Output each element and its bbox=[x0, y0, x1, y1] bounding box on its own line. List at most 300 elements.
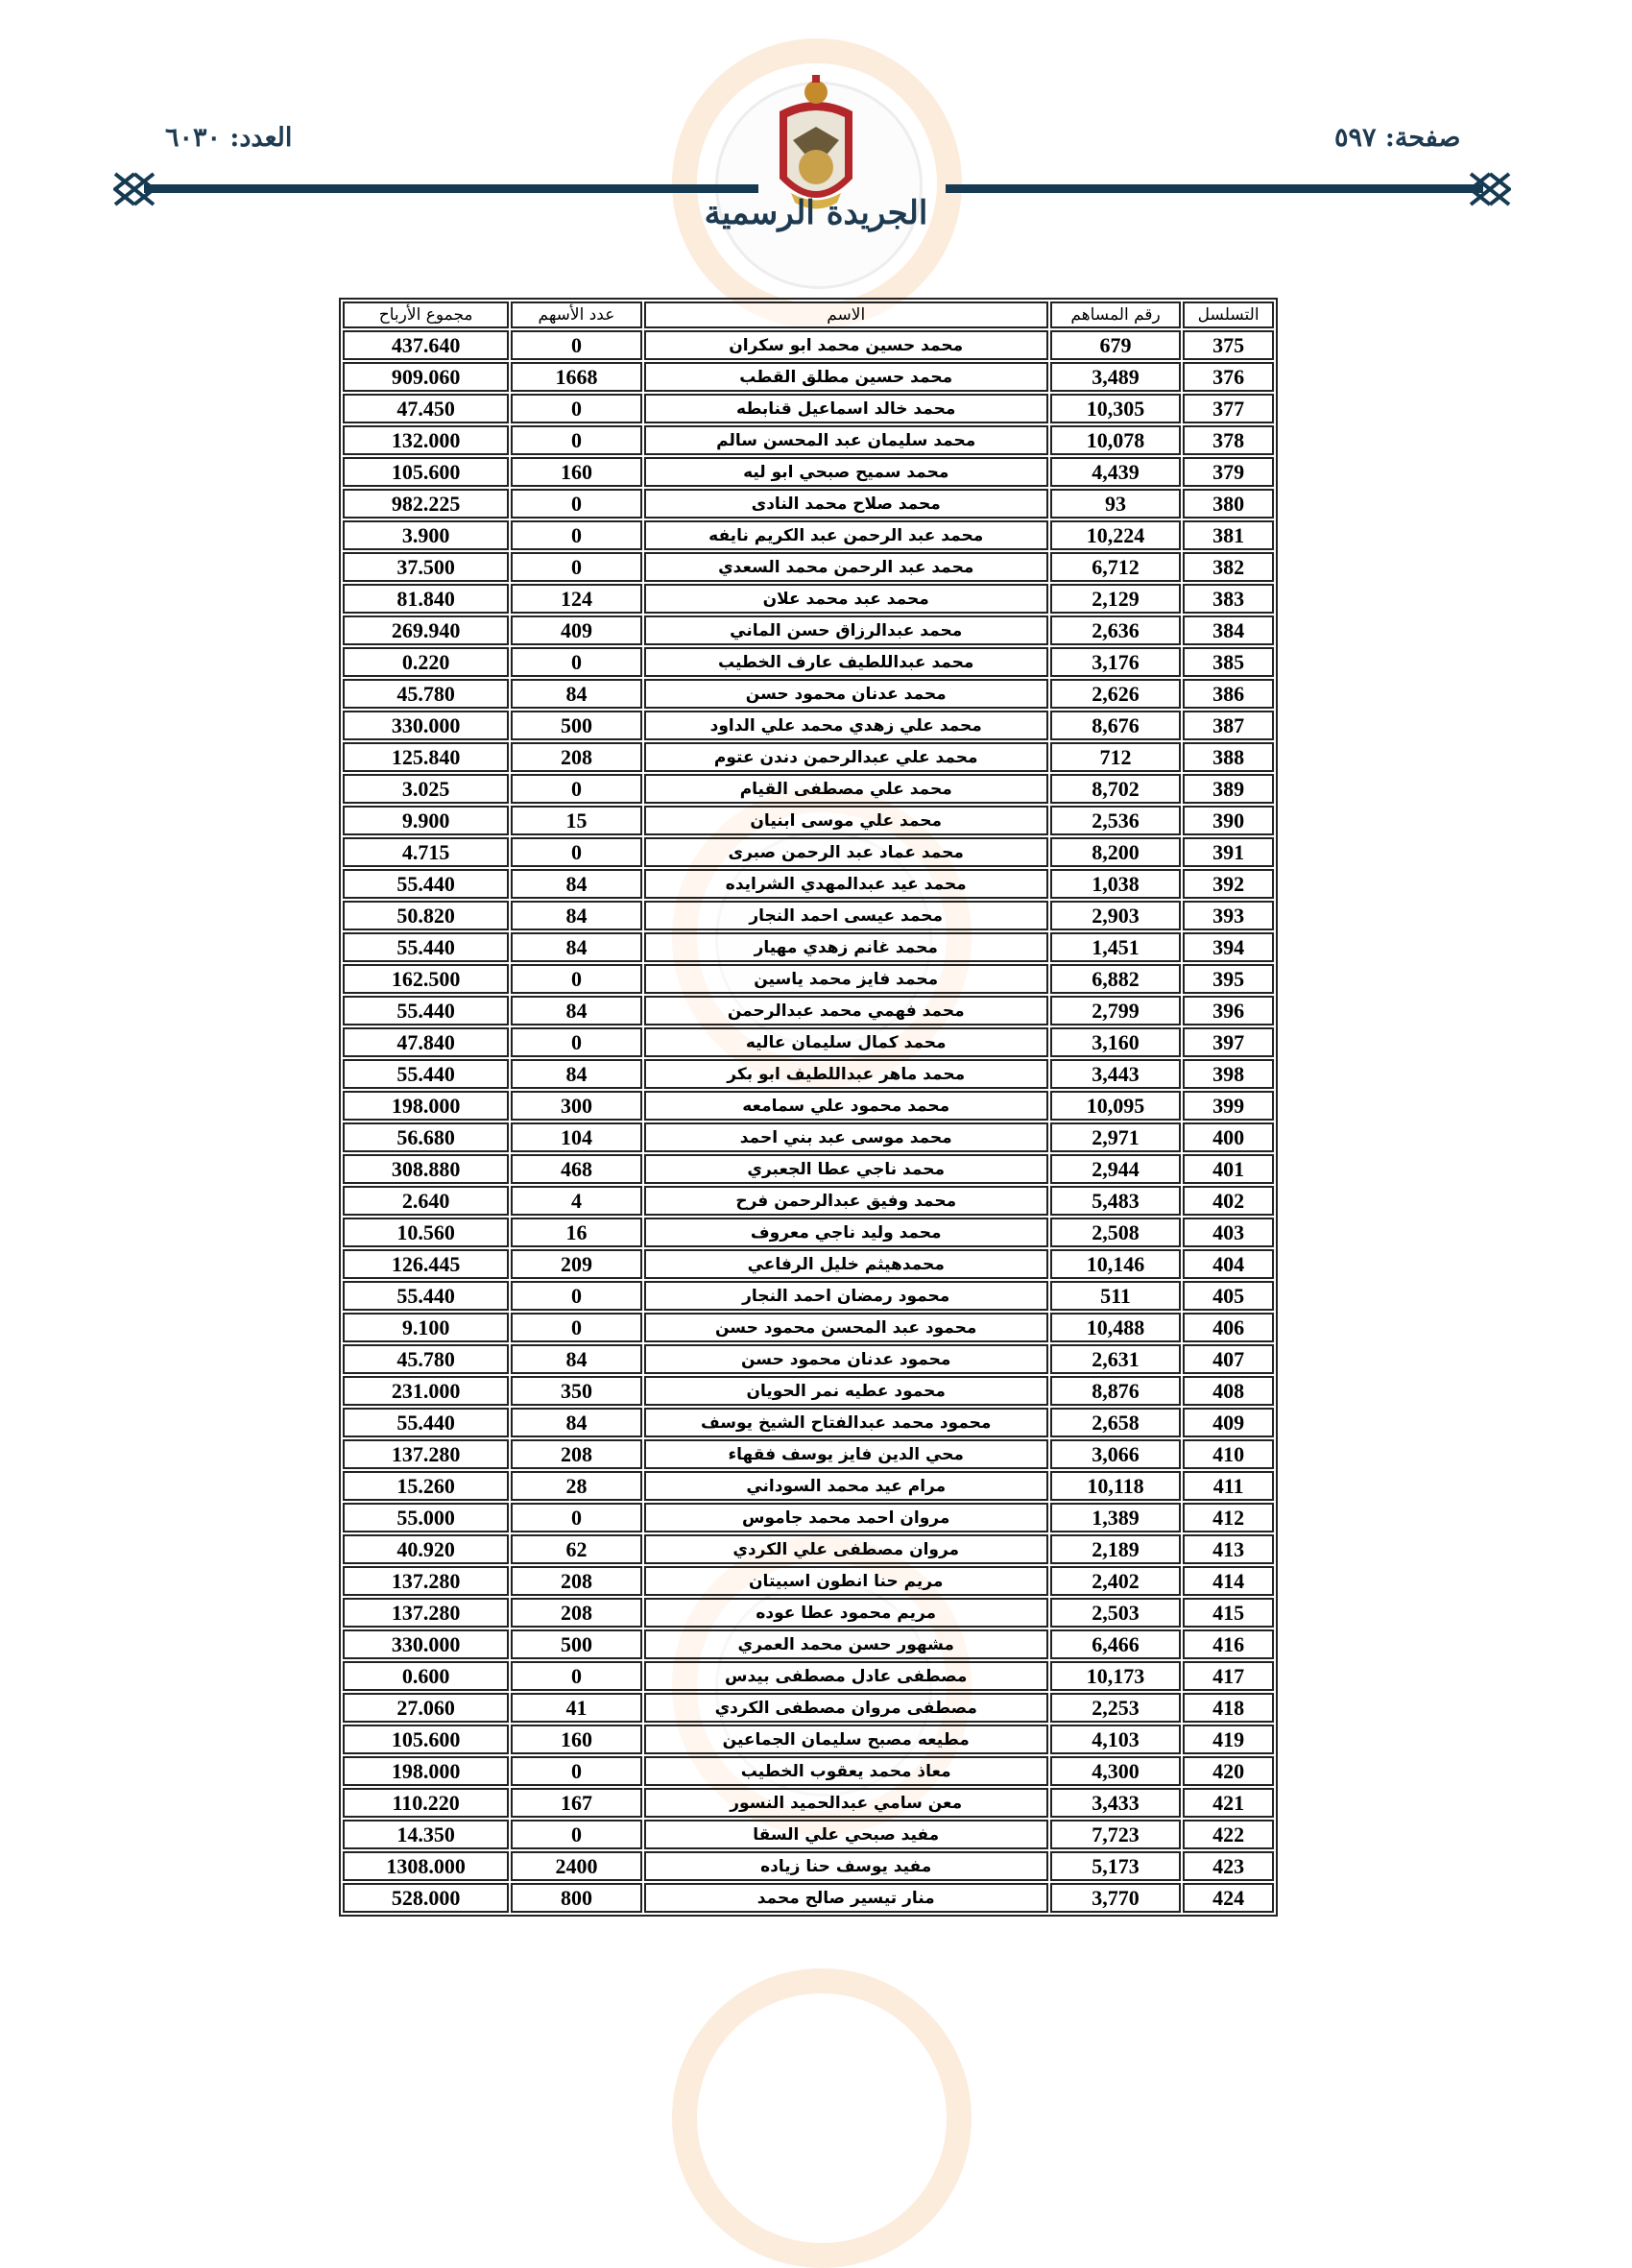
serial-cell: 382 bbox=[1183, 552, 1274, 582]
serial-cell: 417 bbox=[1183, 1661, 1274, 1691]
name-cell: محمد عيسى احمد النجار bbox=[644, 901, 1048, 930]
table-row bbox=[343, 837, 1274, 867]
table-row bbox=[343, 1376, 1274, 1406]
name-cell: محمود رمضان احمد النجار bbox=[644, 1281, 1048, 1311]
name-cell: محمد ناجي عطا الجعبري bbox=[644, 1154, 1048, 1184]
table-row bbox=[343, 425, 1274, 455]
table-row bbox=[343, 1154, 1274, 1184]
name-cell: معن سامي عبدالحميد النسور bbox=[644, 1788, 1048, 1818]
shares-count-cell: 41 bbox=[511, 1693, 641, 1723]
total-dividends-cell: 55.440 bbox=[343, 1059, 509, 1089]
serial-cell: 411 bbox=[1183, 1471, 1274, 1501]
name-cell: مروان مصطفى علي الكردي bbox=[644, 1534, 1048, 1564]
total-dividends-cell: 528.000 bbox=[343, 1883, 509, 1913]
table-row bbox=[343, 1851, 1274, 1881]
total-dividends-cell: 47.840 bbox=[343, 1027, 509, 1057]
total-dividends-cell: 14.350 bbox=[343, 1820, 509, 1849]
table-row bbox=[343, 711, 1274, 740]
name-cell: مصطفى عادل مصطفى بيدس bbox=[644, 1661, 1048, 1691]
serial-cell: 401 bbox=[1183, 1154, 1274, 1184]
total-dividends-cell: 2.640 bbox=[343, 1186, 509, 1216]
name-cell: محمد صلاح محمد النادى bbox=[644, 489, 1048, 519]
table-row bbox=[343, 1503, 1274, 1532]
shareholder-number-cell: 2,944 bbox=[1050, 1154, 1181, 1184]
name-cell: محي الدين فايز يوسف فقهاء bbox=[644, 1439, 1048, 1469]
header-rule-left bbox=[144, 184, 758, 193]
total-dividends-cell: 3.900 bbox=[343, 520, 509, 550]
name-cell: مرام عيد محمد السوداني bbox=[644, 1471, 1048, 1501]
total-dividends-cell: 137.280 bbox=[343, 1598, 509, 1628]
shares-count-cell: 0 bbox=[511, 1313, 641, 1342]
total-dividends-cell: 437.640 bbox=[343, 330, 509, 360]
total-dividends-cell: 47.450 bbox=[343, 394, 509, 423]
shareholder-number-cell: 2,189 bbox=[1050, 1534, 1181, 1564]
shares-count-cell: 0 bbox=[511, 1661, 641, 1691]
shareholder-number-cell: 3,066 bbox=[1050, 1439, 1181, 1469]
serial-cell: 386 bbox=[1183, 679, 1274, 709]
shares-count-cell: 0 bbox=[511, 1027, 641, 1057]
shares-count-cell: 84 bbox=[511, 679, 641, 709]
total-dividends-cell: 55.440 bbox=[343, 932, 509, 962]
table-row bbox=[343, 1471, 1274, 1501]
shareholder-number-cell: 2,253 bbox=[1050, 1693, 1181, 1723]
total-dividends-cell: 198.000 bbox=[343, 1091, 509, 1121]
shareholder-number-cell: 4,439 bbox=[1050, 457, 1181, 487]
serial-cell: 391 bbox=[1183, 837, 1274, 867]
name-cell: محمد عبدالرزاق حسن الماني bbox=[644, 615, 1048, 645]
table-row bbox=[343, 1122, 1274, 1152]
shares-count-cell: 84 bbox=[511, 869, 641, 899]
serial-cell: 404 bbox=[1183, 1249, 1274, 1279]
shares-count-cell: 84 bbox=[511, 1059, 641, 1089]
shareholders-table bbox=[339, 298, 1278, 1917]
name-cell: محمد وفيق عبدالرحمن فرح bbox=[644, 1186, 1048, 1216]
serial-cell: 376 bbox=[1183, 362, 1274, 392]
shares-count-cell: 0 bbox=[511, 1281, 641, 1311]
shareholder-number-cell: 10,305 bbox=[1050, 394, 1181, 423]
total-dividends-cell: 55.440 bbox=[343, 996, 509, 1025]
serial-cell: 409 bbox=[1183, 1408, 1274, 1437]
total-dividends-cell: 45.780 bbox=[343, 679, 509, 709]
table-row bbox=[343, 932, 1274, 962]
total-dividends-cell: 982.225 bbox=[343, 489, 509, 519]
name-cell: مطيعه مصبح سليمان الجماعين bbox=[644, 1725, 1048, 1754]
shareholder-number-cell: 3,489 bbox=[1050, 362, 1181, 392]
col-shareholder-number: رقم المساهم bbox=[1050, 302, 1181, 328]
total-dividends-cell: 137.280 bbox=[343, 1439, 509, 1469]
total-dividends-cell: 231.000 bbox=[343, 1376, 509, 1406]
total-dividends-cell: 40.920 bbox=[343, 1534, 509, 1564]
table-row bbox=[343, 1091, 1274, 1121]
shareholder-number-cell: 3,176 bbox=[1050, 647, 1181, 677]
shareholder-number-cell: 10,078 bbox=[1050, 425, 1181, 455]
serial-cell: 394 bbox=[1183, 932, 1274, 962]
total-dividends-cell: 81.840 bbox=[343, 584, 509, 614]
col-serial: التسلسل bbox=[1183, 302, 1274, 328]
total-dividends-cell: 55.440 bbox=[343, 1281, 509, 1311]
table-row bbox=[343, 1693, 1274, 1723]
serial-cell: 398 bbox=[1183, 1059, 1274, 1089]
name-cell: محمد عدنان محمود حسن bbox=[644, 679, 1048, 709]
serial-cell: 407 bbox=[1183, 1344, 1274, 1374]
serial-cell: 379 bbox=[1183, 457, 1274, 487]
shares-count-cell: 0 bbox=[511, 1503, 641, 1532]
total-dividends-cell: 27.060 bbox=[343, 1693, 509, 1723]
table-row bbox=[343, 647, 1274, 677]
table-row bbox=[343, 1725, 1274, 1754]
shareholder-number-cell: 2,129 bbox=[1050, 584, 1181, 614]
shares-count-cell: 0 bbox=[511, 774, 641, 804]
table-row bbox=[343, 1883, 1274, 1913]
name-cell: محمدهيثم خليل الرفاعي bbox=[644, 1249, 1048, 1279]
serial-cell: 375 bbox=[1183, 330, 1274, 360]
shareholder-number-cell: 10,173 bbox=[1050, 1661, 1181, 1691]
name-cell: مفيد يوسف حنا زياده bbox=[644, 1851, 1048, 1881]
serial-cell: 395 bbox=[1183, 964, 1274, 994]
shareholder-number-cell: 2,658 bbox=[1050, 1408, 1181, 1437]
shareholder-number-cell: 2,503 bbox=[1050, 1598, 1181, 1628]
serial-cell: 418 bbox=[1183, 1693, 1274, 1723]
table-row bbox=[343, 742, 1274, 772]
table-row bbox=[343, 964, 1274, 994]
name-cell: محمد محمود علي سمامعه bbox=[644, 1091, 1048, 1121]
name-cell: محمد عبد الرحمن عبد الكريم نايفه bbox=[644, 520, 1048, 550]
table-header-row bbox=[343, 302, 1274, 328]
shareholder-number-cell: 10,146 bbox=[1050, 1249, 1181, 1279]
table-row bbox=[343, 1439, 1274, 1469]
table-row bbox=[343, 1820, 1274, 1849]
issue-number: العدد: ٦٠٣٠ bbox=[165, 123, 293, 153]
total-dividends-cell: 0.600 bbox=[343, 1661, 509, 1691]
table-row bbox=[343, 1534, 1274, 1564]
table-row bbox=[343, 996, 1274, 1025]
total-dividends-cell: 50.820 bbox=[343, 901, 509, 930]
shares-count-cell: 300 bbox=[511, 1091, 641, 1121]
shareholder-number-cell: 5,483 bbox=[1050, 1186, 1181, 1216]
shareholder-number-cell: 10,118 bbox=[1050, 1471, 1181, 1501]
serial-cell: 415 bbox=[1183, 1598, 1274, 1628]
name-cell: محمد ماهر عبداللطيف ابو بكر bbox=[644, 1059, 1048, 1089]
total-dividends-cell: 162.500 bbox=[343, 964, 509, 994]
watermark-ring bbox=[672, 1968, 972, 2268]
total-dividends-cell: 56.680 bbox=[343, 1122, 509, 1152]
shares-count-cell: 84 bbox=[511, 996, 641, 1025]
total-dividends-cell: 3.025 bbox=[343, 774, 509, 804]
shares-count-cell: 0 bbox=[511, 1820, 641, 1849]
shareholder-number-cell: 3,443 bbox=[1050, 1059, 1181, 1089]
name-cell: محمد حسين محمد ابو سكران bbox=[644, 330, 1048, 360]
table-row bbox=[343, 394, 1274, 423]
name-cell: محمد علي زهدي محمد علي الداود bbox=[644, 711, 1048, 740]
serial-cell: 384 bbox=[1183, 615, 1274, 645]
name-cell: محمد سميح صبحي ابو ليه bbox=[644, 457, 1048, 487]
table-row bbox=[343, 1566, 1274, 1596]
table-row bbox=[343, 584, 1274, 614]
total-dividends-cell: 1308.000 bbox=[343, 1851, 509, 1881]
shares-count-cell: 0 bbox=[511, 647, 641, 677]
serial-cell: 406 bbox=[1183, 1313, 1274, 1342]
total-dividends-cell: 105.600 bbox=[343, 1725, 509, 1754]
shareholder-number-cell: 6,466 bbox=[1050, 1629, 1181, 1659]
total-dividends-cell: 15.260 bbox=[343, 1471, 509, 1501]
shareholder-number-cell: 511 bbox=[1050, 1281, 1181, 1311]
shareholder-number-cell: 8,676 bbox=[1050, 711, 1181, 740]
total-dividends-cell: 126.445 bbox=[343, 1249, 509, 1279]
shareholder-number-cell: 7,723 bbox=[1050, 1820, 1181, 1849]
table-row bbox=[343, 552, 1274, 582]
total-dividends-cell: 10.560 bbox=[343, 1218, 509, 1247]
shareholder-number-cell: 1,389 bbox=[1050, 1503, 1181, 1532]
total-dividends-cell: 45.780 bbox=[343, 1344, 509, 1374]
name-cell: محمد عبد الرحمن محمد السعدي bbox=[644, 552, 1048, 582]
shareholder-number-cell: 1,038 bbox=[1050, 869, 1181, 899]
table-row bbox=[343, 1059, 1274, 1089]
name-cell: محمد علي مصطفى القيام bbox=[644, 774, 1048, 804]
name-cell: معاذ محمد يعقوب الخطيب bbox=[644, 1756, 1048, 1786]
serial-cell: 385 bbox=[1183, 647, 1274, 677]
name-cell: محمود عبد المحسن محمود حسن bbox=[644, 1313, 1048, 1342]
shares-count-cell: 167 bbox=[511, 1788, 641, 1818]
shares-count-cell: 0 bbox=[511, 1756, 641, 1786]
shares-count-cell: 500 bbox=[511, 711, 641, 740]
total-dividends-cell: 198.000 bbox=[343, 1756, 509, 1786]
shares-count-cell: 62 bbox=[511, 1534, 641, 1564]
shares-count-cell: 0 bbox=[511, 425, 641, 455]
total-dividends-cell: 9.100 bbox=[343, 1313, 509, 1342]
shares-count-cell: 409 bbox=[511, 615, 641, 645]
shareholder-number-cell: 6,882 bbox=[1050, 964, 1181, 994]
table-row bbox=[343, 679, 1274, 709]
total-dividends-cell: 110.220 bbox=[343, 1788, 509, 1818]
serial-cell: 400 bbox=[1183, 1122, 1274, 1152]
name-cell: محمود محمد عبدالفتاح الشيخ يوسف bbox=[644, 1408, 1048, 1437]
shares-count-cell: 800 bbox=[511, 1883, 641, 1913]
total-dividends-cell: 308.880 bbox=[343, 1154, 509, 1184]
shareholder-number-cell: 10,224 bbox=[1050, 520, 1181, 550]
header-rule-right bbox=[946, 184, 1483, 193]
shares-count-cell: 16 bbox=[511, 1218, 641, 1247]
name-cell: محمد فايز محمد ياسين bbox=[644, 964, 1048, 994]
shares-count-cell: 350 bbox=[511, 1376, 641, 1406]
shareholder-number-cell: 93 bbox=[1050, 489, 1181, 519]
serial-cell: 413 bbox=[1183, 1534, 1274, 1564]
serial-cell: 381 bbox=[1183, 520, 1274, 550]
serial-cell: 378 bbox=[1183, 425, 1274, 455]
name-cell: محمد عبد محمد علان bbox=[644, 584, 1048, 614]
shares-count-cell: 84 bbox=[511, 901, 641, 930]
name-cell: محمود عطيه نمر الحويان bbox=[644, 1376, 1048, 1406]
name-cell: محمد خالد اسماعيل قنابطه bbox=[644, 394, 1048, 423]
shareholder-number-cell: 2,799 bbox=[1050, 996, 1181, 1025]
name-cell: محمد وليد ناجي معروف bbox=[644, 1218, 1048, 1247]
shareholder-number-cell: 2,508 bbox=[1050, 1218, 1181, 1247]
serial-cell: 388 bbox=[1183, 742, 1274, 772]
table-row bbox=[343, 774, 1274, 804]
col-total-dividends: مجموع الأرباح bbox=[343, 302, 509, 328]
shares-count-cell: 209 bbox=[511, 1249, 641, 1279]
serial-cell: 399 bbox=[1183, 1091, 1274, 1121]
total-dividends-cell: 55.440 bbox=[343, 1408, 509, 1437]
serial-cell: 424 bbox=[1183, 1883, 1274, 1913]
shareholder-number-cell: 4,103 bbox=[1050, 1725, 1181, 1754]
serial-cell: 423 bbox=[1183, 1851, 1274, 1881]
total-dividends-cell: 105.600 bbox=[343, 457, 509, 487]
shares-count-cell: 160 bbox=[511, 457, 641, 487]
name-cell: محمد كمال سليمان عاليه bbox=[644, 1027, 1048, 1057]
total-dividends-cell: 330.000 bbox=[343, 711, 509, 740]
shares-count-cell: 15 bbox=[511, 806, 641, 835]
shareholder-number-cell: 2,536 bbox=[1050, 806, 1181, 835]
table-row bbox=[343, 520, 1274, 550]
name-cell: محمد موسى عبد بني احمد bbox=[644, 1122, 1048, 1152]
shareholder-number-cell: 10,095 bbox=[1050, 1091, 1181, 1121]
total-dividends-cell: 55.440 bbox=[343, 869, 509, 899]
total-dividends-cell: 269.940 bbox=[343, 615, 509, 645]
serial-cell: 392 bbox=[1183, 869, 1274, 899]
shareholder-number-cell: 5,173 bbox=[1050, 1851, 1181, 1881]
shareholder-number-cell: 679 bbox=[1050, 330, 1181, 360]
shareholder-number-cell: 2,626 bbox=[1050, 679, 1181, 709]
table-row bbox=[343, 901, 1274, 930]
serial-cell: 380 bbox=[1183, 489, 1274, 519]
total-dividends-cell: 125.840 bbox=[343, 742, 509, 772]
serial-cell: 396 bbox=[1183, 996, 1274, 1025]
shareholder-number-cell: 6,712 bbox=[1050, 552, 1181, 582]
shares-count-cell: 84 bbox=[511, 1408, 641, 1437]
table-row bbox=[343, 1344, 1274, 1374]
shares-count-cell: 208 bbox=[511, 1598, 641, 1628]
total-dividends-cell: 55.000 bbox=[343, 1503, 509, 1532]
serial-cell: 422 bbox=[1183, 1820, 1274, 1849]
name-cell: محمد علي عبدالرحمن دندن عتوم bbox=[644, 742, 1048, 772]
shareholder-number-cell: 3,160 bbox=[1050, 1027, 1181, 1057]
serial-cell: 414 bbox=[1183, 1566, 1274, 1596]
shares-count-cell: 1668 bbox=[511, 362, 641, 392]
shareholder-number-cell: 2,631 bbox=[1050, 1344, 1181, 1374]
name-cell: مريم محمود عطا عوده bbox=[644, 1598, 1048, 1628]
table-row bbox=[343, 1661, 1274, 1691]
shareholder-number-cell: 1,451 bbox=[1050, 932, 1181, 962]
name-cell: مفيد صبحي علي السقا bbox=[644, 1820, 1048, 1849]
serial-cell: 389 bbox=[1183, 774, 1274, 804]
serial-cell: 420 bbox=[1183, 1756, 1274, 1786]
total-dividends-cell: 137.280 bbox=[343, 1566, 509, 1596]
shareholder-number-cell: 8,702 bbox=[1050, 774, 1181, 804]
total-dividends-cell: 4.715 bbox=[343, 837, 509, 867]
serial-cell: 416 bbox=[1183, 1629, 1274, 1659]
table-row bbox=[343, 1629, 1274, 1659]
name-cell: محمود عدنان محمود حسن bbox=[644, 1344, 1048, 1374]
table-row bbox=[343, 1186, 1274, 1216]
name-cell: محمد عيد عبدالمهدي الشرايده bbox=[644, 869, 1048, 899]
table-row bbox=[343, 1756, 1274, 1786]
name-cell: مروان احمد محمد جاموس bbox=[644, 1503, 1048, 1532]
shares-count-cell: 208 bbox=[511, 742, 641, 772]
total-dividends-cell: 330.000 bbox=[343, 1629, 509, 1659]
serial-cell: 408 bbox=[1183, 1376, 1274, 1406]
shares-count-cell: 208 bbox=[511, 1566, 641, 1596]
name-cell: محمد علي موسى ابنيان bbox=[644, 806, 1048, 835]
name-cell: منار تيسير صالح محمد bbox=[644, 1883, 1048, 1913]
shares-count-cell: 4 bbox=[511, 1186, 641, 1216]
shares-count-cell: 84 bbox=[511, 932, 641, 962]
serial-cell: 405 bbox=[1183, 1281, 1274, 1311]
table-row bbox=[343, 330, 1274, 360]
col-name: الاسم bbox=[644, 302, 1048, 328]
shareholder-number-cell: 4,300 bbox=[1050, 1756, 1181, 1786]
name-cell: مشهور حسن محمد العمري bbox=[644, 1629, 1048, 1659]
name-cell: محمد حسين مطلق القطب bbox=[644, 362, 1048, 392]
shares-count-cell: 208 bbox=[511, 1439, 641, 1469]
shares-count-cell: 124 bbox=[511, 584, 641, 614]
shareholder-number-cell: 2,903 bbox=[1050, 901, 1181, 930]
table-row bbox=[343, 1218, 1274, 1247]
total-dividends-cell: 9.900 bbox=[343, 806, 509, 835]
table-row bbox=[343, 1027, 1274, 1057]
col-shares-count: عدد الأسهم bbox=[511, 302, 641, 328]
table-row bbox=[343, 489, 1274, 519]
shares-count-cell: 0 bbox=[511, 394, 641, 423]
shares-count-cell: 468 bbox=[511, 1154, 641, 1184]
shares-count-cell: 28 bbox=[511, 1471, 641, 1501]
shares-count-cell: 160 bbox=[511, 1725, 641, 1754]
serial-cell: 421 bbox=[1183, 1788, 1274, 1818]
shares-count-cell: 0 bbox=[511, 964, 641, 994]
table-row bbox=[343, 869, 1274, 899]
serial-cell: 393 bbox=[1183, 901, 1274, 930]
table-row bbox=[343, 1313, 1274, 1342]
total-dividends-cell: 0.220 bbox=[343, 647, 509, 677]
gazette-title: الجريدة الرسمية bbox=[704, 194, 928, 232]
shares-count-cell: 0 bbox=[511, 489, 641, 519]
serial-cell: 410 bbox=[1183, 1439, 1274, 1469]
total-dividends-cell: 909.060 bbox=[343, 362, 509, 392]
shares-count-cell: 0 bbox=[511, 330, 641, 360]
page-number: صفحة: ٥٩٧ bbox=[1334, 123, 1461, 153]
shares-count-cell: 104 bbox=[511, 1122, 641, 1152]
shares-count-cell: 0 bbox=[511, 520, 641, 550]
table-row bbox=[343, 1408, 1274, 1437]
serial-cell: 387 bbox=[1183, 711, 1274, 740]
shareholder-number-cell: 3,433 bbox=[1050, 1788, 1181, 1818]
shareholder-number-cell: 8,876 bbox=[1050, 1376, 1181, 1406]
shareholder-number-cell: 2,402 bbox=[1050, 1566, 1181, 1596]
name-cell: مصطفى مروان مصطفى الكردي bbox=[644, 1693, 1048, 1723]
shares-count-cell: 0 bbox=[511, 837, 641, 867]
serial-cell: 412 bbox=[1183, 1503, 1274, 1532]
shares-count-cell: 0 bbox=[511, 552, 641, 582]
total-dividends-cell: 132.000 bbox=[343, 425, 509, 455]
shareholder-number-cell: 2,636 bbox=[1050, 615, 1181, 645]
name-cell: مريم حنا انطون اسبيتان bbox=[644, 1566, 1048, 1596]
name-cell: محمد عبداللطيف عارف الخطيب bbox=[644, 647, 1048, 677]
serial-cell: 397 bbox=[1183, 1027, 1274, 1057]
name-cell: محمد غانم زهدي مهيار bbox=[644, 932, 1048, 962]
table-row bbox=[343, 1598, 1274, 1628]
name-cell: محمد سليمان عبد المحسن سالم bbox=[644, 425, 1048, 455]
serial-cell: 377 bbox=[1183, 394, 1274, 423]
name-cell: محمد فهمي محمد عبدالرحمن bbox=[644, 996, 1048, 1025]
total-dividends-cell: 37.500 bbox=[343, 552, 509, 582]
table-row bbox=[343, 1281, 1274, 1311]
table-row bbox=[343, 806, 1274, 835]
shareholder-number-cell: 10,488 bbox=[1050, 1313, 1181, 1342]
table-row bbox=[343, 362, 1274, 392]
shareholder-number-cell: 2,971 bbox=[1050, 1122, 1181, 1152]
table-row bbox=[343, 615, 1274, 645]
serial-cell: 383 bbox=[1183, 584, 1274, 614]
serial-cell: 390 bbox=[1183, 806, 1274, 835]
